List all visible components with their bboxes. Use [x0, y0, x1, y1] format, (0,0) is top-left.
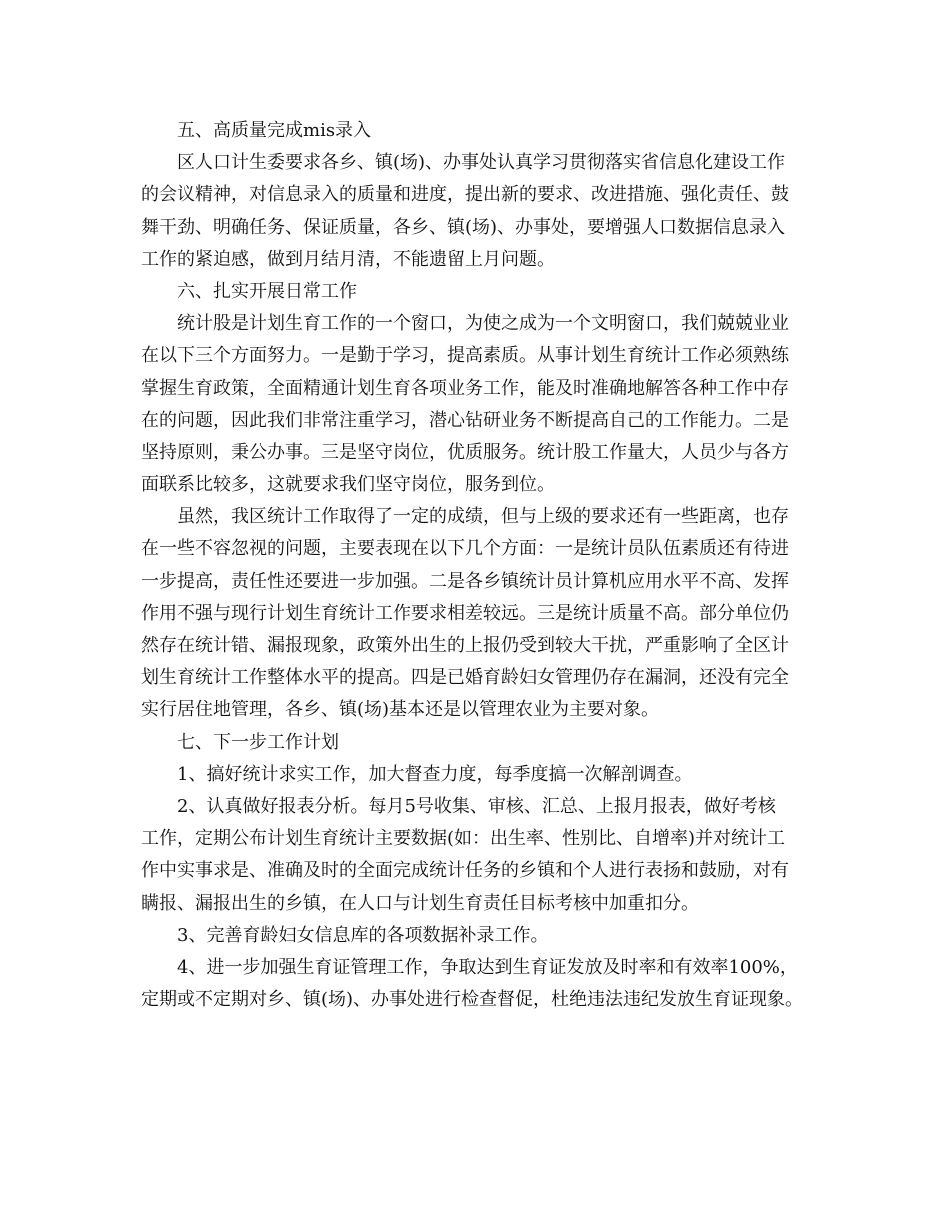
text-line: 划生育统计工作整体水平的提高。四是已婚育龄妇女管理仍存在漏洞，还没有完全 — [141, 667, 789, 689]
text-line: 1、搞好统计求实工作，加大督查力度，每季度搞一次解剖调查。 — [177, 763, 693, 785]
body-paragraph — [141, 759, 821, 791]
text-line: 实行居住地管理，各乡、镇(场)基本还是以管理农业为主要对象。 — [141, 699, 660, 721]
text-line: 舞干劲、明确任务、保证质量，各乡、镇(场)、办事处，要增强人口数据信息录入 — [141, 216, 786, 238]
text-line: 4、进一步加强生育证管理工作，争取达到生育证发放及时率和有效率100%， — [177, 956, 798, 978]
body-paragraph — [141, 952, 821, 1016]
text-line: 作中实事求是、准确及时的全面完成统计任务的乡镇和个人进行表扬和鼓励，对有 — [141, 860, 789, 882]
text-line: 定期或不定期对乡、镇(场)、办事处进行检查督促，杜绝违法违纪发放生育证现象。 — [141, 989, 804, 1011]
body-paragraph — [141, 920, 821, 952]
text-line: 七、下一步工作计划 — [177, 731, 339, 753]
body-paragraph — [141, 501, 821, 726]
text-line: 虽然，我区统计工作取得了一定的成绩，但与上级的要求还有一些距离，也存 — [177, 506, 789, 528]
text-line: 3、完善育龄妇女信息库的各项数据补录工作。 — [177, 924, 549, 946]
text-line: 坚持原则，秉公办事。三是坚守岗位，优质服务。统计股工作量大，人员少与各方 — [141, 441, 789, 463]
document-page — [141, 115, 821, 1016]
text-line: 瞒报、漏报出生的乡镇，在人口与计划生育责任目标考核中加重扣分。 — [141, 892, 699, 914]
text-line: 的会议精神，对信息录入的质量和进度，提出新的要求、改进措施、强化责任、鼓 — [141, 184, 789, 206]
text-line: 工作，定期公布计划生育统计主要数据(如：出生率、性别比、自增率)并对统计工 — [141, 828, 786, 850]
section-heading — [141, 727, 821, 759]
section-heading — [141, 276, 821, 308]
text-line: 五、高质量完成mis录入 — [177, 120, 372, 141]
text-line: 统计股是计划生育工作的一个窗口，为使之成为一个文明窗口，我们兢兢业业 — [177, 313, 789, 335]
text-line: 作用不强与现行计划生育统计工作要求相差较远。三是统计质量不高。部分单位仍 — [141, 602, 789, 624]
body-paragraph — [141, 308, 821, 501]
text-line: 在的问题，因此我们非常注重学习，潜心钻研业务不断提高自己的工作能力。二是 — [141, 409, 789, 431]
text-line: 2、认真做好报表分析。每月5号收集、审核、汇总、上报月报表，做好考核 — [177, 795, 776, 817]
body-paragraph — [141, 791, 821, 920]
text-line: 六、扎实开展日常工作 — [177, 280, 357, 302]
text-line: 一步提高，责任性还要进一步加强。二是各乡镇统计员计算机应用水平不高、发挥 — [141, 570, 789, 592]
section-heading — [141, 115, 821, 147]
text-line: 在一些不容忽视的问题，主要表现在以下几个方面：一是统计员队伍素质还有待进 — [141, 538, 789, 560]
text-line: 掌握生育政策，全面精通计划生育各项业务工作，能及时准确地解答各种工作中存 — [141, 377, 789, 399]
text-line: 工作的紧迫感，做到月结月清，不能遗留上月问题。 — [141, 248, 555, 270]
text-line: 然存在统计错、漏报现象，政策外出生的上报仍受到较大干扰，严重影响了全区计 — [141, 635, 789, 656]
text-line: 区人口计生委要求各乡、镇(场)、办事处认真学习贯彻落实省信息化建设工作 — [177, 152, 786, 174]
text-line: 在以下三个方面努力。一是勤于学习，提高素质。从事计划生育统计工作必须熟练 — [141, 345, 789, 367]
text-line: 面联系比较多，这就要求我们坚守岗位，服务到位。 — [141, 474, 555, 496]
body-paragraph — [141, 147, 821, 276]
